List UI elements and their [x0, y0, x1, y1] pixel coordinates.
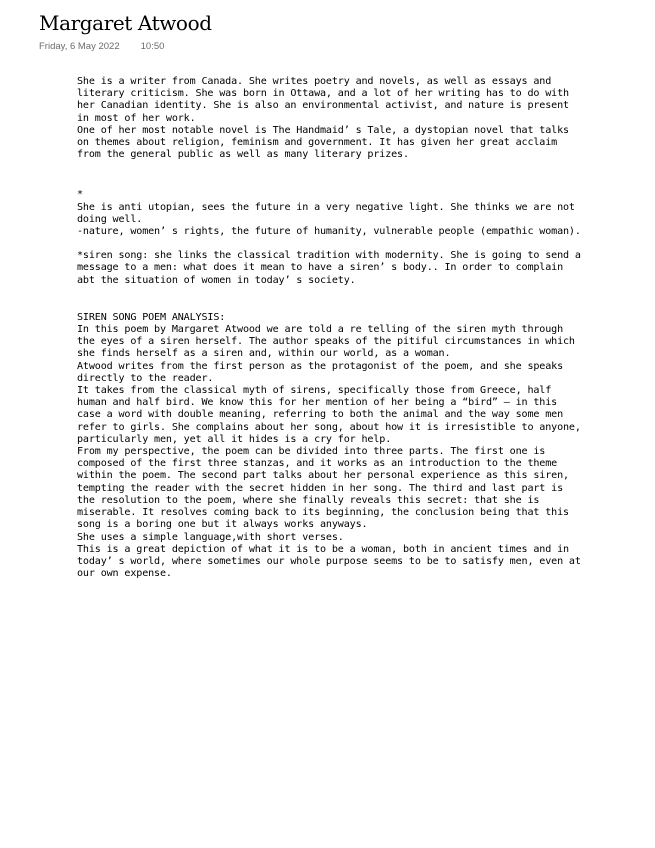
text-line: on themes about religion, feminism and government. It has given her great acclaim [77, 137, 558, 149]
text-line: from the general public as well as many literary prizes. [77, 149, 409, 161]
text-line: message to a men: what does it mean to have a siren’ s body.. In order to complain [77, 262, 564, 274]
text-line: -nature, women’ s rights, the future of humanity, vulnerable people (empathic woman). [77, 226, 581, 238]
text-line: doing well. [77, 213, 143, 225]
note-time: 10:50 [140, 41, 165, 52]
text-line: abt the situation of women in today’ s society. [77, 274, 356, 286]
paragraph-poem-analysis[interactable] [77, 312, 587, 580]
text-line: song is a boring one but it always works anyways. [77, 519, 368, 531]
text-line: She is anti utopian, sees the future in a very negative light. She thinks we are not [77, 201, 575, 213]
text-line: miserable. It resolves coming back to its beginning, the conclusion being that this [77, 507, 569, 519]
note-date: Friday, 6 May 2022 [39, 41, 120, 52]
text-line: tempting the reader with the secret hidden in her song. The third and last part is [77, 482, 564, 494]
text-line: She is a writer from Canada. She writes poetry and novels, as well as essays and [77, 76, 552, 87]
text-line: It takes from the classical myth of sirens, specifically those from Greece, half [77, 385, 552, 397]
paragraph-themes[interactable] [77, 189, 587, 238]
text-line: Atwood writes from the first person as the protagonist of the poem, and she speaks [77, 360, 564, 372]
text-line: * [77, 189, 83, 201]
text-line: *siren song: she links the classical tradition with modernity. She is going to send a [77, 250, 581, 262]
text-line: today’ s world, where sometimes our whole purpose seems to be to satisfy men, even at [77, 555, 581, 567]
paragraph-biography[interactable] [77, 76, 587, 161]
text-line: In this poem by Margaret Atwood we are told a re telling of the siren myth through [77, 324, 564, 336]
text-line: This is a great depiction of what it is to be a woman, both in ancient times and in [77, 543, 569, 555]
text-line: directly to the reader. [77, 372, 214, 384]
text-line: She uses a simple language,with short verses. [77, 531, 344, 543]
text-line: composed of the first three stanzas, and it works as an introduction to the theme [77, 458, 558, 470]
text-line: case a word with double meaning, referring to both the animal and the way some men [77, 409, 564, 421]
text-line: literary criticism. She was born in Ottawa, and a lot of her writing has to do with [77, 88, 569, 100]
note-title[interactable]: Margaret Atwood [39, 11, 212, 35]
text-line: her Canadian identity. She is also an environmental activist, and nature is present [77, 100, 569, 112]
text-line: she finds herself as a siren and, within our world, as a woman. [77, 348, 451, 360]
text-line: the eyes of a siren herself. The author speaks of the pitiful circumstances in which [77, 336, 575, 348]
note-body[interactable] [77, 76, 587, 580]
text-line: within the poem. The second part talks about her personal experience as this siren, [77, 470, 569, 482]
text-line: refer to girls. She complains about her song, about how it is irresistible to anyone, [77, 421, 581, 433]
text-line: particularly men, yet all it hides is a cry for help. [77, 433, 392, 445]
text-line: in most of her work. [77, 112, 196, 124]
text-line: the resolution to the poem, where she finally reveals this secret: that she is [77, 494, 540, 506]
text-line: From my perspective, the poem can be divided into three parts. The first one is [77, 446, 546, 458]
note-metadata [39, 41, 164, 52]
paragraph-siren-song-note[interactable] [77, 250, 587, 287]
text-line: our own expense. [77, 568, 172, 580]
text-line: human and half bird. We know this for her mention of her being a “bird” — in this [77, 397, 558, 409]
section-heading: SIREN SONG POEM ANALYSIS: [77, 311, 226, 323]
text-line: One of her most notable novel is The Handmaid’ s Tale, a dystopian novel that talks [77, 124, 569, 136]
